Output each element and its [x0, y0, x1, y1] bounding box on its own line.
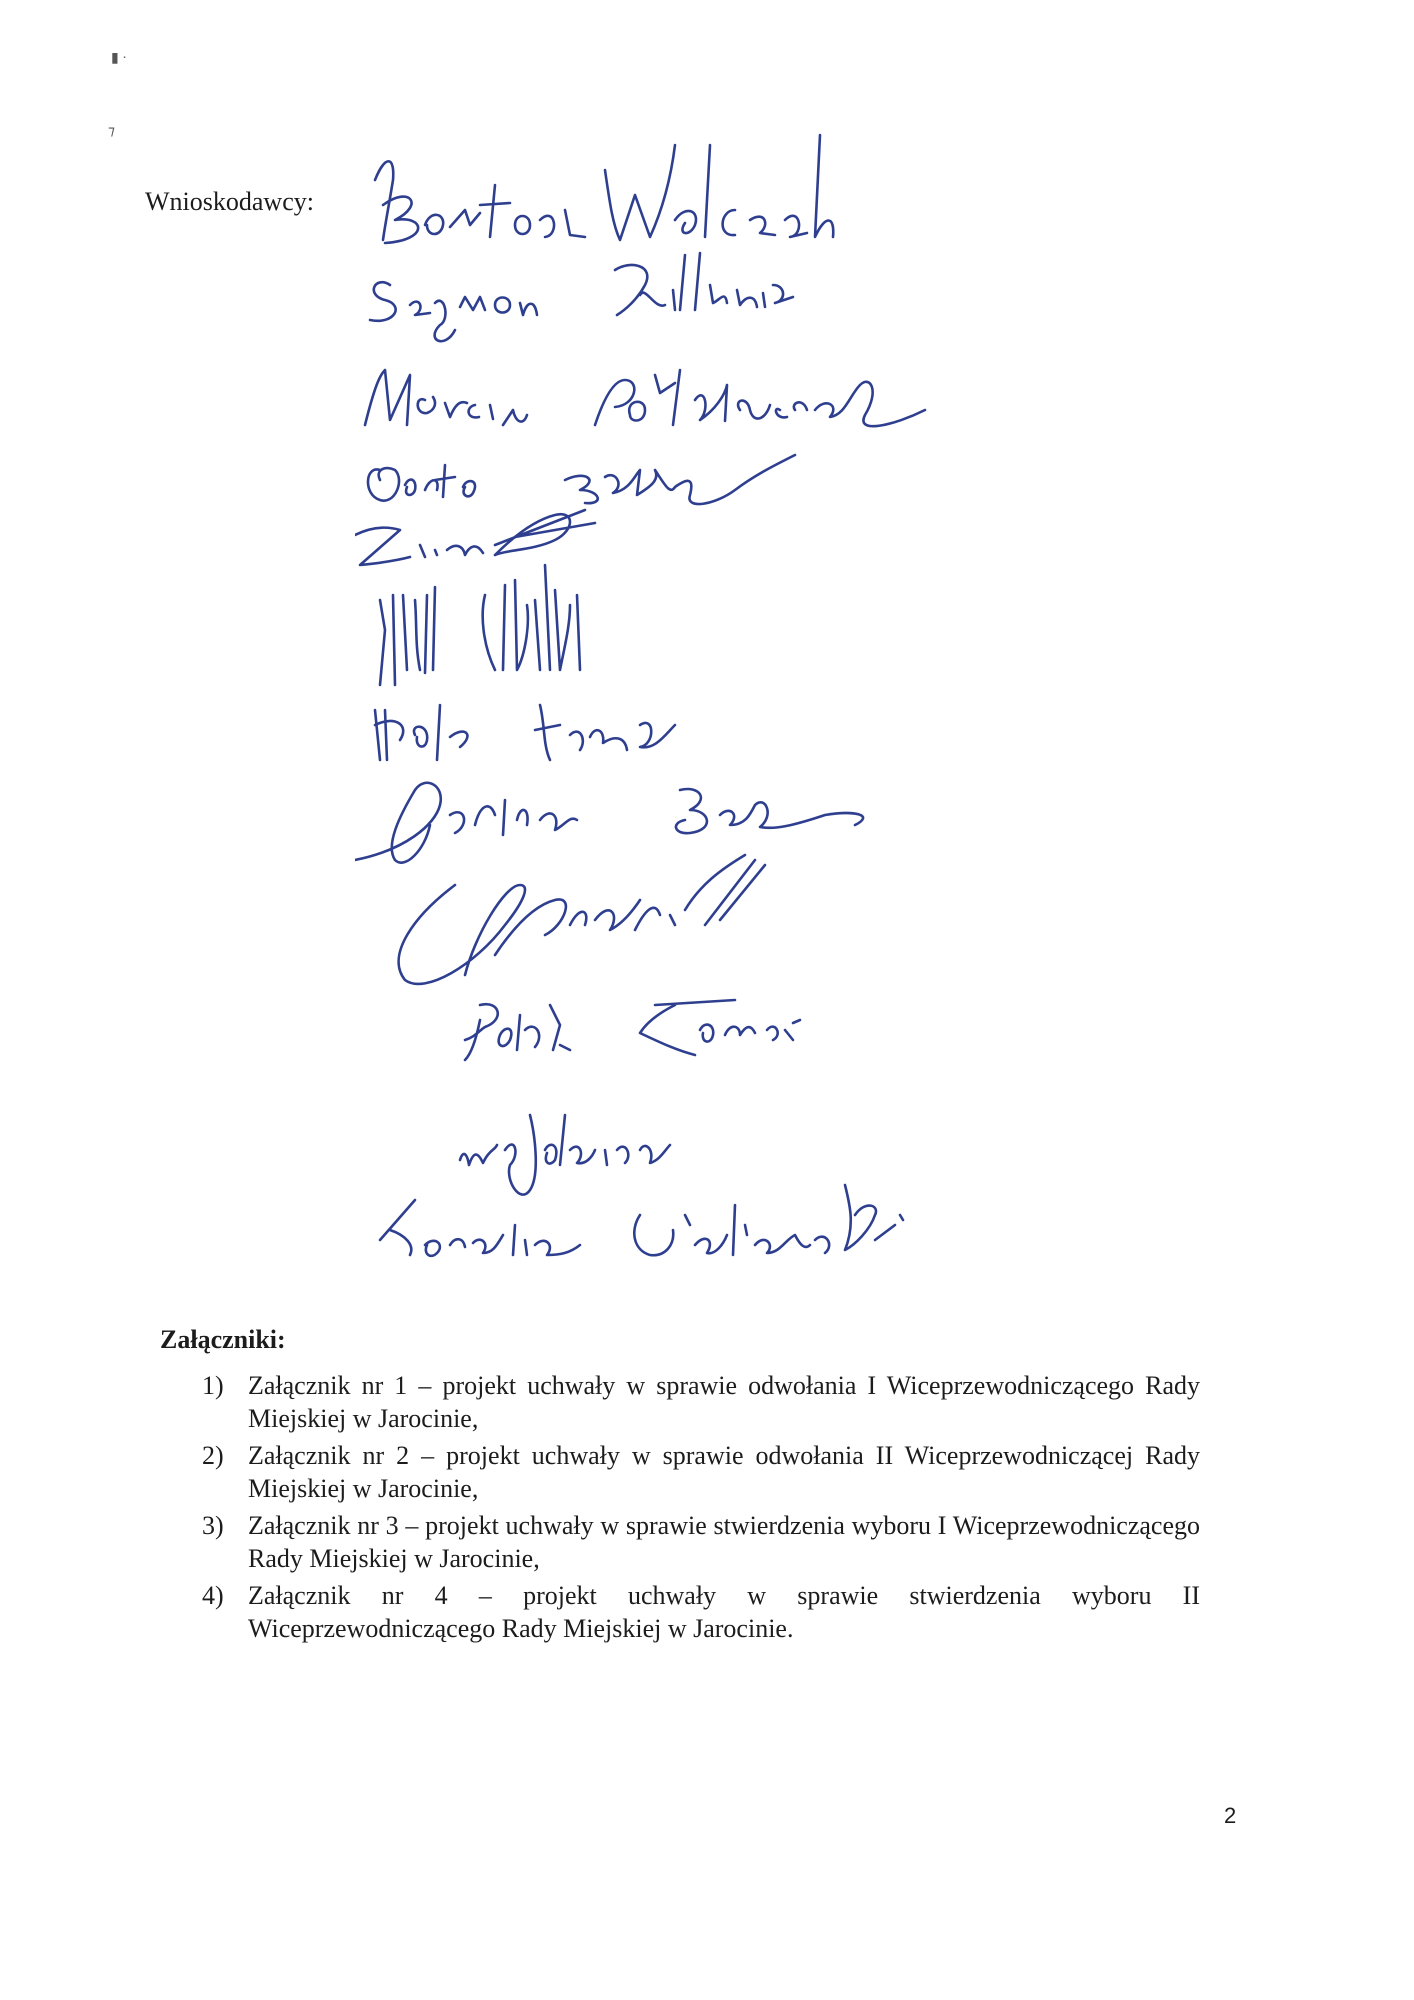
attachment-text: Załącznik nr 2 – projekt uchwały w sprawie odwołania II Wiceprzewodniczącej Rady Miejskiej w Jarocinie,: [248, 1441, 1200, 1503]
attachment-number: 1): [202, 1371, 224, 1400]
scan-artifact-mark: ⁊: [108, 124, 115, 139]
signatures-block: [355, 125, 1075, 1095]
attachment-number: 4): [202, 1581, 224, 1610]
signature-3: [365, 370, 925, 426]
scan-artifact-mark: ▮ ·: [111, 51, 127, 66]
handwritten-signatures-icon: [355, 125, 1075, 1095]
signature-6: [380, 565, 580, 685]
signature-1: [375, 135, 833, 243]
signature-5: [355, 510, 595, 565]
attachment-item: [160, 1439, 1240, 1505]
signature-12: [380, 1185, 903, 1256]
signatures-block-lower: [355, 1095, 1075, 1335]
signature-7: [375, 705, 675, 760]
applicants-label: Wnioskodawcy:: [145, 187, 314, 216]
attachment-item: [160, 1369, 1240, 1435]
attachment-text: Załącznik nr 3 – projekt uchwały w sprawie stwierdzenia wyboru I Wiceprzewodniczącego Rady Miejskiej w Jarocinie,: [248, 1511, 1200, 1573]
signature-4: [368, 455, 795, 504]
attachment-text: Załącznik nr 4 – projekt uchwały w sprawie stwierdzenia wyboru II Wiceprzewodniczącego Rady Miejskiej w Jarocinie.: [248, 1581, 1200, 1643]
attachments-list: [160, 1369, 1240, 1645]
signature-11: [460, 1115, 670, 1195]
attachment-item: [160, 1579, 1240, 1645]
handwritten-signatures-icon: [355, 1095, 1075, 1335]
signature-2: [370, 253, 793, 341]
signature-8: [355, 783, 863, 863]
attachments-heading: Załączniki:: [160, 1325, 286, 1354]
attachment-text: Załącznik nr 1 – projekt uchwały w sprawie odwołania I Wiceprzewodniczącego Rady Miejskiej w Jarocinie,: [248, 1371, 1200, 1433]
attachments-section: [160, 1325, 1240, 1649]
signature-10: [465, 1000, 800, 1060]
attachment-item: [160, 1509, 1240, 1575]
attachment-number: 3): [202, 1511, 224, 1540]
page-number: 2: [1224, 1803, 1237, 1828]
signature-9: [399, 855, 765, 984]
attachment-number: 2): [202, 1441, 224, 1470]
